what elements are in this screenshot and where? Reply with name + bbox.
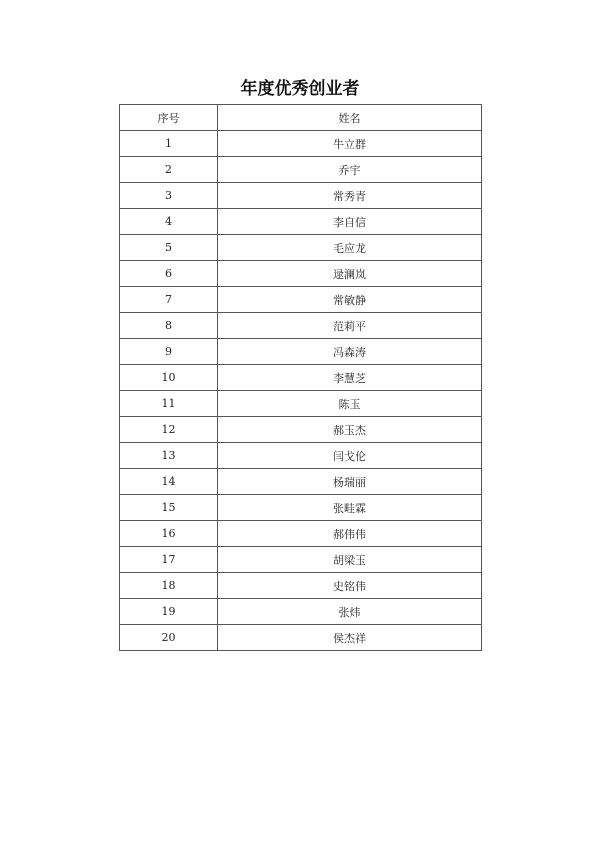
- table-row: [120, 131, 482, 157]
- table-body: [120, 131, 482, 651]
- table-row: [120, 443, 482, 469]
- row-name-cell: 乔宇: [218, 157, 482, 183]
- table-row: [120, 365, 482, 391]
- table-row: [120, 261, 482, 287]
- table-row: [120, 157, 482, 183]
- column-header-index: 序号: [120, 105, 218, 131]
- table-row: [120, 313, 482, 339]
- row-index-cell: 11: [120, 391, 218, 417]
- table-row: [120, 599, 482, 625]
- row-index-cell: 19: [120, 599, 218, 625]
- row-name-cell: 逯澜岚: [218, 261, 482, 287]
- row-name-cell: 毛应龙: [218, 235, 482, 261]
- row-index-cell: 12: [120, 417, 218, 443]
- row-index-cell: 7: [120, 287, 218, 313]
- row-index-cell: 14: [120, 469, 218, 495]
- row-name-cell: 冯森涛: [218, 339, 482, 365]
- row-name-cell: 陈玉: [218, 391, 482, 417]
- page-title: 年度优秀创业者: [240, 79, 360, 99]
- table-row: [120, 547, 482, 573]
- row-index-cell: 8: [120, 313, 218, 339]
- table-row: [120, 391, 482, 417]
- row-index-cell: 17: [120, 547, 218, 573]
- table-row: [120, 339, 482, 365]
- entrepreneur-table: [119, 104, 482, 651]
- row-index-cell: 5: [120, 235, 218, 261]
- row-name-cell: 郝玉杰: [218, 417, 482, 443]
- table-row: [120, 495, 482, 521]
- table-row: [120, 183, 482, 209]
- table-row: [120, 573, 482, 599]
- row-name-cell: 范莉平: [218, 313, 482, 339]
- row-name-cell: 张炜: [218, 599, 482, 625]
- table-row: [120, 287, 482, 313]
- row-index-cell: 1: [120, 131, 218, 157]
- row-index-cell: 15: [120, 495, 218, 521]
- row-name-cell: 侯杰祥: [218, 625, 482, 651]
- row-index-cell: 20: [120, 625, 218, 651]
- row-name-cell: 闫戈伦: [218, 443, 482, 469]
- row-name-cell: 牛立群: [218, 131, 482, 157]
- row-index-cell: 6: [120, 261, 218, 287]
- row-index-cell: 3: [120, 183, 218, 209]
- row-name-cell: 杨瑞丽: [218, 469, 482, 495]
- row-name-cell: 胡梁玉: [218, 547, 482, 573]
- row-index-cell: 4: [120, 209, 218, 235]
- row-index-cell: 13: [120, 443, 218, 469]
- row-index-cell: 18: [120, 573, 218, 599]
- table-row: [120, 521, 482, 547]
- row-name-cell: 郝伟伟: [218, 521, 482, 547]
- row-name-cell: 李自信: [218, 209, 482, 235]
- table-header-row: [120, 105, 482, 131]
- column-header-name: 姓名: [218, 105, 482, 131]
- table-row: [120, 625, 482, 651]
- row-name-cell: 张畦霖: [218, 495, 482, 521]
- row-index-cell: 2: [120, 157, 218, 183]
- table-row: [120, 469, 482, 495]
- row-index-cell: 10: [120, 365, 218, 391]
- row-index-cell: 16: [120, 521, 218, 547]
- row-name-cell: 史铭伟: [218, 573, 482, 599]
- table-row: [120, 209, 482, 235]
- row-name-cell: 常敏静: [218, 287, 482, 313]
- row-name-cell: 李慧芝: [218, 365, 482, 391]
- row-index-cell: 9: [120, 339, 218, 365]
- row-name-cell: 常秀青: [218, 183, 482, 209]
- table-row: [120, 235, 482, 261]
- table-row: [120, 417, 482, 443]
